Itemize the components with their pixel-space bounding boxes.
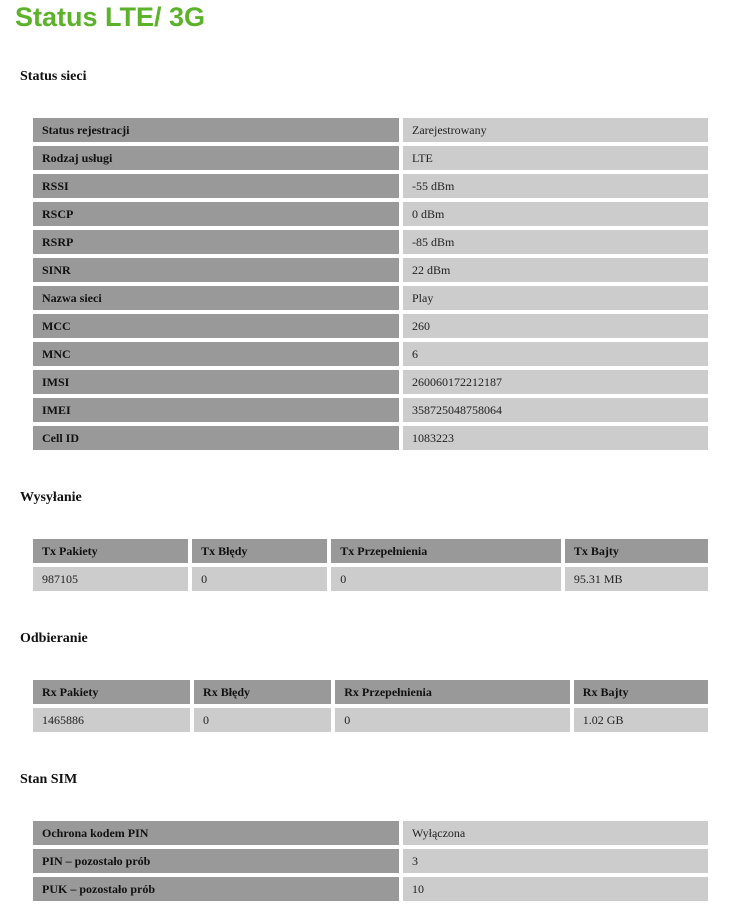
network-value: LTE (403, 146, 708, 170)
section-title-rx: Odbieranie (20, 631, 88, 646)
rx-value-errors: 0 (194, 708, 331, 732)
network-status-table (29, 114, 712, 454)
network-label: MCC (33, 314, 399, 338)
network-row (33, 314, 708, 338)
network-row (33, 426, 708, 450)
sim-row (33, 821, 708, 845)
tx-header-row (33, 539, 708, 563)
rx-header-errors: Rx Błędy (194, 680, 331, 704)
sim-status-table (29, 817, 712, 905)
network-label: MNC (33, 342, 399, 366)
network-label: Status rejestracji (33, 118, 399, 142)
network-label: SINR (33, 258, 399, 282)
rx-value-row (33, 708, 708, 732)
section-title-network: Status sieci (20, 69, 87, 84)
network-row (33, 202, 708, 226)
network-row (33, 146, 708, 170)
network-value: 358725048758064 (403, 398, 708, 422)
network-value: -55 dBm (403, 174, 708, 198)
network-row (33, 174, 708, 198)
sim-label: PUK – pozostało prób (33, 877, 399, 901)
section-title-sim: Stan SIM (20, 772, 78, 787)
tx-header-bytes: Tx Bajty (565, 539, 708, 563)
sim-row (33, 877, 708, 901)
network-value: 260060172212187 (403, 370, 708, 394)
tx-value-overflows: 0 (331, 567, 561, 591)
network-label: IMSI (33, 370, 399, 394)
tx-value-errors: 0 (192, 567, 327, 591)
tx-value-packets: 987105 (33, 567, 188, 591)
rx-value-bytes: 1.02 GB (574, 708, 708, 732)
network-label: Cell ID (33, 426, 399, 450)
tx-value-row (33, 567, 708, 591)
rx-value-overflows: 0 (335, 708, 570, 732)
tx-header-errors: Tx Błędy (192, 539, 327, 563)
rx-header-packets: Rx Pakiety (33, 680, 190, 704)
sim-label: Ochrona kodem PIN (33, 821, 399, 845)
network-row (33, 370, 708, 394)
network-value: Play (403, 286, 708, 310)
network-value: 6 (403, 342, 708, 366)
rx-header-row (33, 680, 708, 704)
network-row (33, 398, 708, 422)
network-row (33, 286, 708, 310)
network-row (33, 118, 708, 142)
network-label: Nazwa sieci (33, 286, 399, 310)
network-value: 1083223 (403, 426, 708, 450)
tx-table (29, 535, 712, 595)
sim-label: PIN – pozostało prób (33, 849, 399, 873)
tx-header-overflows: Tx Przepełnienia (331, 539, 561, 563)
network-value: 260 (403, 314, 708, 338)
section-title-tx: Wysyłanie (20, 490, 82, 505)
network-value: 0 dBm (403, 202, 708, 226)
network-row (33, 230, 708, 254)
rx-header-overflows: Rx Przepełnienia (335, 680, 570, 704)
network-label: RSSI (33, 174, 399, 198)
network-label: Rodzaj usługi (33, 146, 399, 170)
sim-row (33, 849, 708, 873)
page-title: Status LTE/ 3G (15, 2, 206, 32)
rx-value-packets: 1465886 (33, 708, 190, 732)
network-label: IMEI (33, 398, 399, 422)
rx-header-bytes: Rx Bajty (574, 680, 708, 704)
sim-value: 3 (403, 849, 708, 873)
tx-header-packets: Tx Pakiety (33, 539, 188, 563)
tx-value-bytes: 95.31 MB (565, 567, 708, 591)
network-value: Zarejestrowany (403, 118, 708, 142)
sim-value: 10 (403, 877, 708, 901)
sim-value: Wyłączona (403, 821, 708, 845)
network-row (33, 258, 708, 282)
rx-table (29, 676, 712, 736)
network-value: -85 dBm (403, 230, 708, 254)
network-value: 22 dBm (403, 258, 708, 282)
network-label: RSCP (33, 202, 399, 226)
network-label: RSRP (33, 230, 399, 254)
network-row (33, 342, 708, 366)
